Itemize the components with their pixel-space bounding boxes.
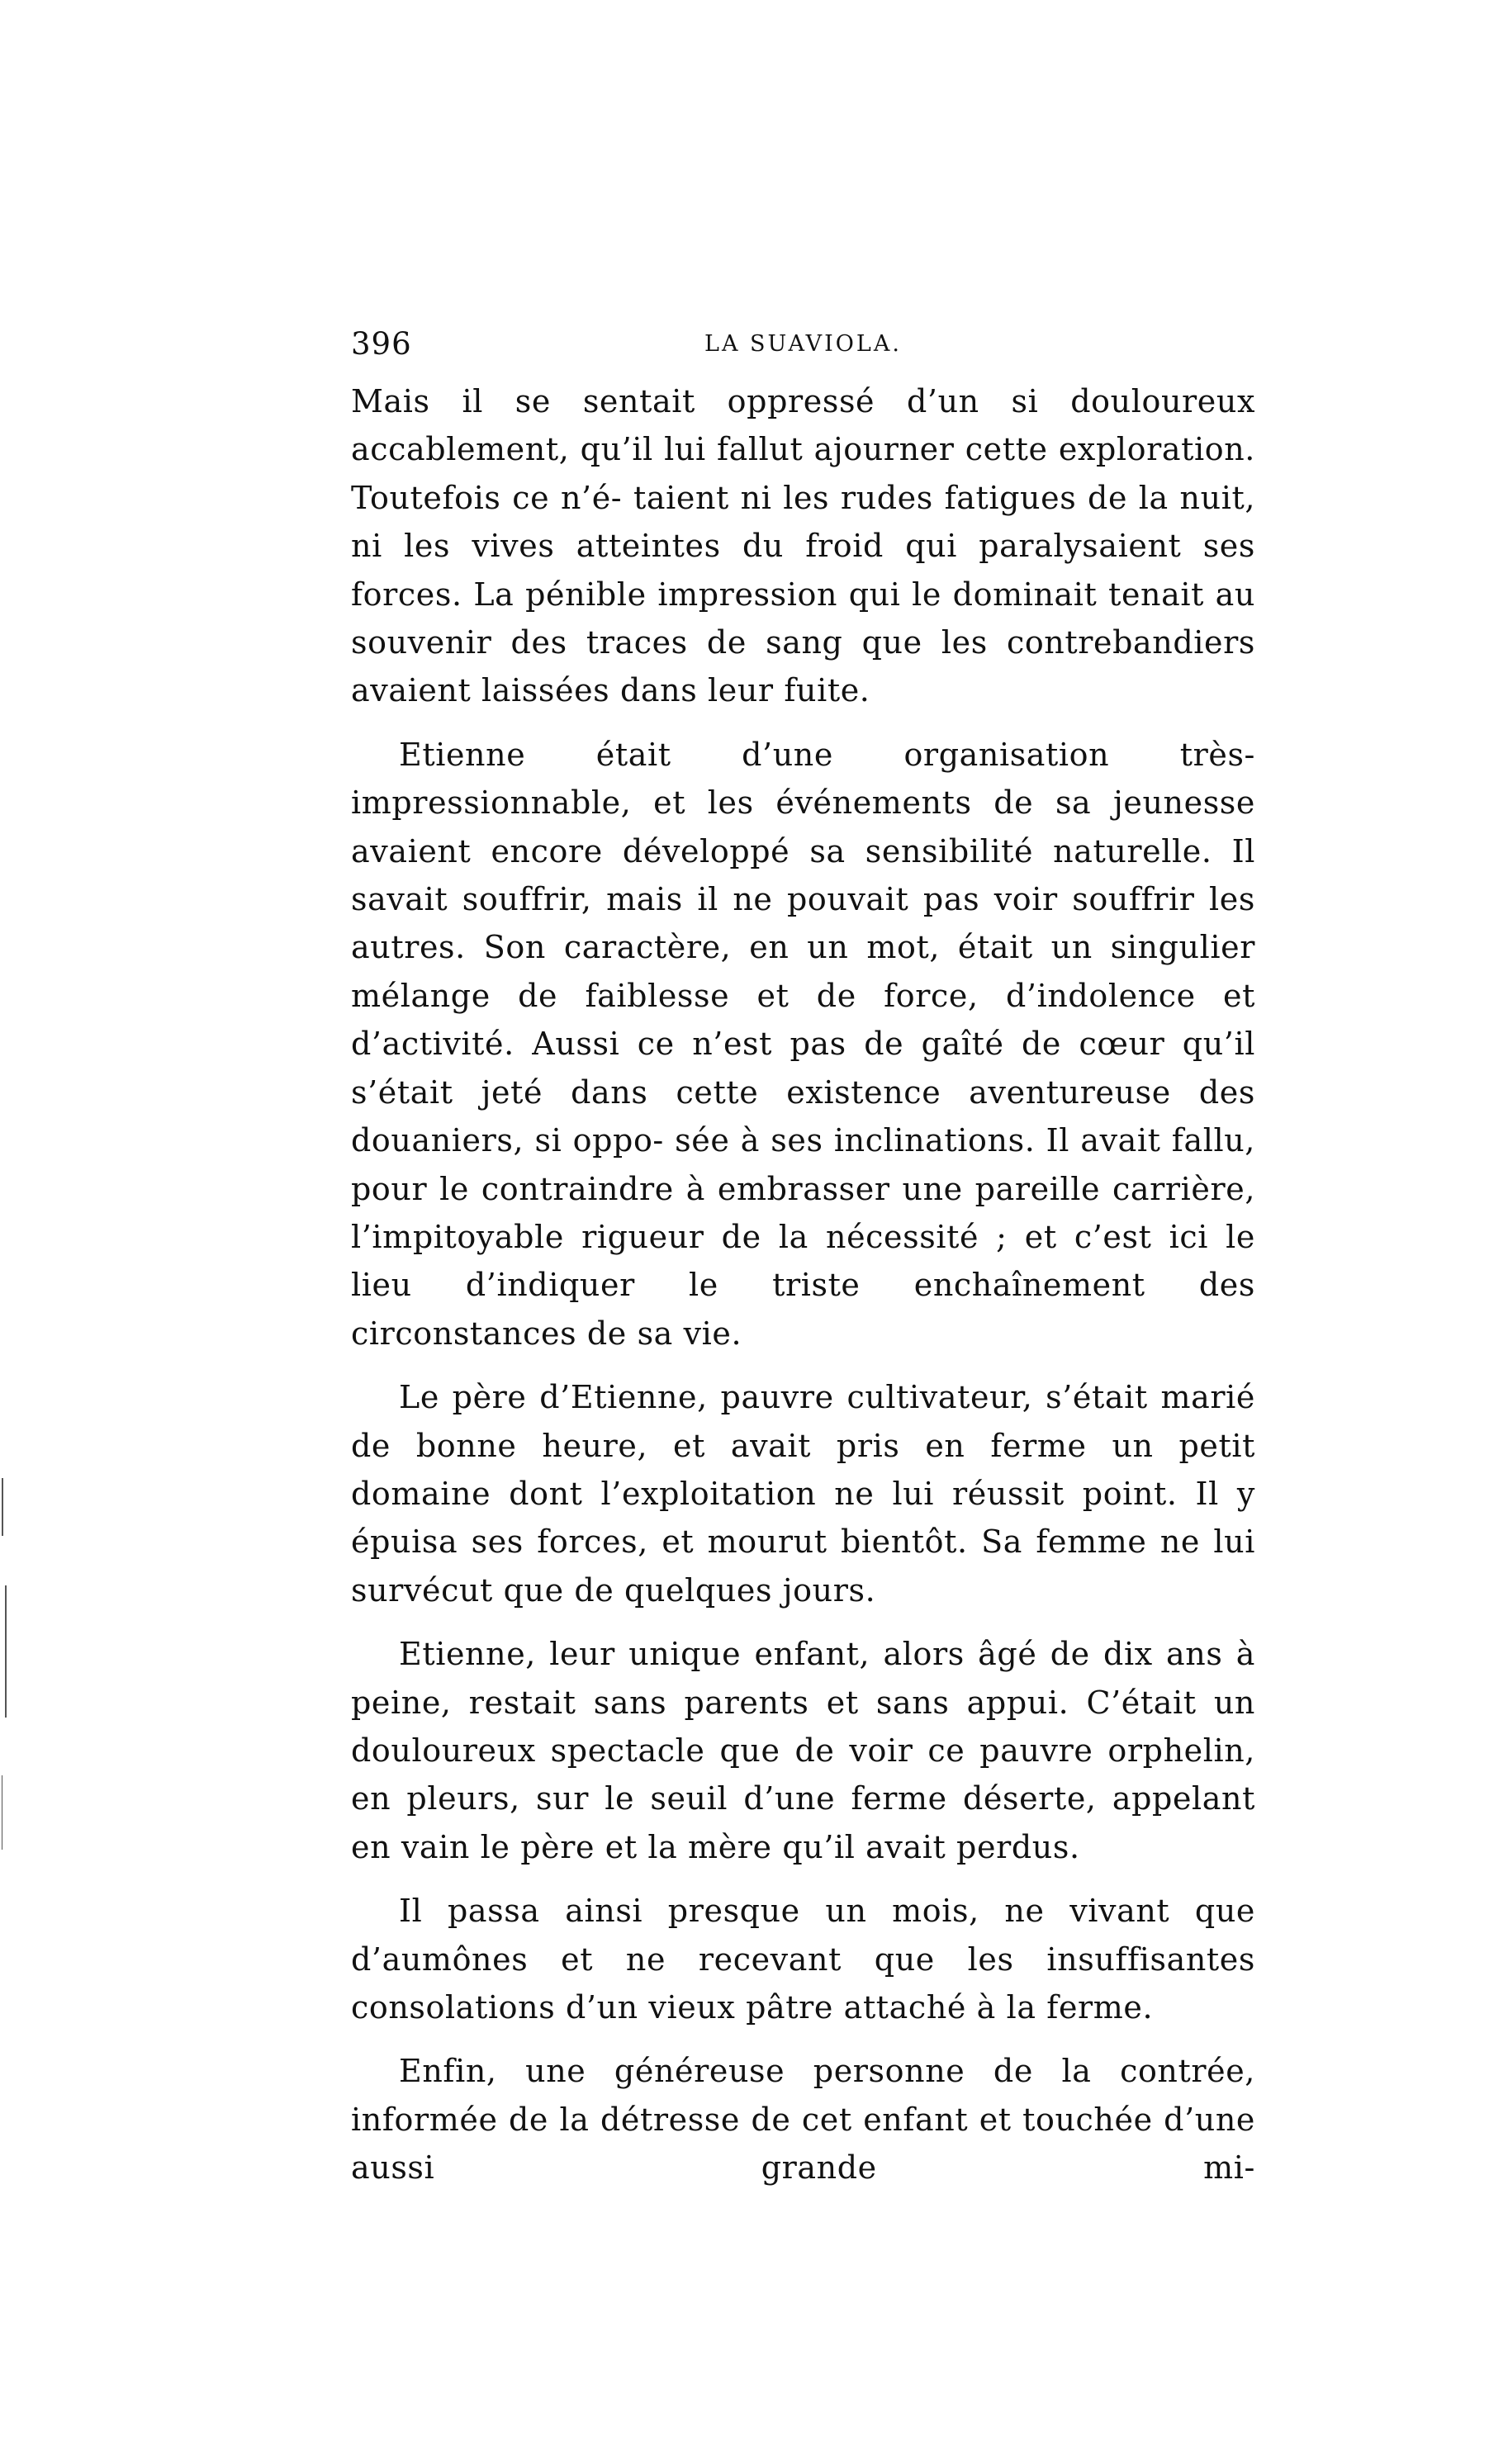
page-number: 396 [351,326,412,362]
running-title: LA SUAVIOLA. [704,331,902,357]
paragraph: Enfin, une généreuse personne de la contrée, informée de la détresse de cet enfant et touchée d’une aussi grande mi- [351,2053,1255,2187]
paragraph: Mais il se sentait oppressé d’un si douloureux accablement, qu’il lui fallut ajourner cette exploration. Toutefois ce n’é- taient ni les rudes fatigues de la nuit, ni les vives atteintes du froid qui paralysaient ses forces. La pénible impression qui le dominait tenait au souvenir des traces de sang que les contrebandiers avaient laissées dans leur fuite. [351,383,1255,709]
page-header [351,326,1255,376]
paragraph: Etienne, leur unique enfant, alors âgé de dix ans à peine, restait sans parents et sans appui. C’était un douloureux spectacle que de voir ce pauvre orphelin, en pleurs, sur le seuil d’une ferme déserte, appelant en vain le père et la mère qu’il avait perdus. [351,1636,1255,1865]
body-text [351,377,1255,2208]
paragraph: Il passa ainsi presque un mois, ne vivant que d’aumônes et ne recevant que les insuffisantes consolations d’un vieux pâtre attaché à la ferme. [351,1893,1255,2026]
scan-edge-mark [5,1585,7,1718]
scan-edge-mark [2,1478,3,1536]
paragraph: Le père d’Etienne, pauvre cultivateur, s’était marié de bonne heure, et avait pris en ferme un petit domaine dont l’exploitation ne lui réussit point. Il y épuisa ses forces, et mourut bientôt. Sa femme ne lui survécut que de quelques jours. [351,1379,1255,1609]
paragraph: Etienne était d’une organisation très-impressionnable, et les événements de sa jeunesse avaient encore développé sa sensibilité naturelle. Il savait souffrir, mais il ne pouvait pas voir souffrir les autres. Son caractère, en un mot, était un singulier mélange de faiblesse et de force, d’indolence et d’activité. Aussi ce n’est pas de gaîté de cœur qu’il s’était jeté dans cette existence aventureuse des douaniers, si oppo- sée à ses inclinations. Il avait fallu, pour le contraindre à embrasser une pareille carrière, l’impitoyable rigueur de la nécessité ; et c’est ici le lieu d’indiquer le triste enchaînement des circonstances de sa vie. [351,736,1255,1352]
